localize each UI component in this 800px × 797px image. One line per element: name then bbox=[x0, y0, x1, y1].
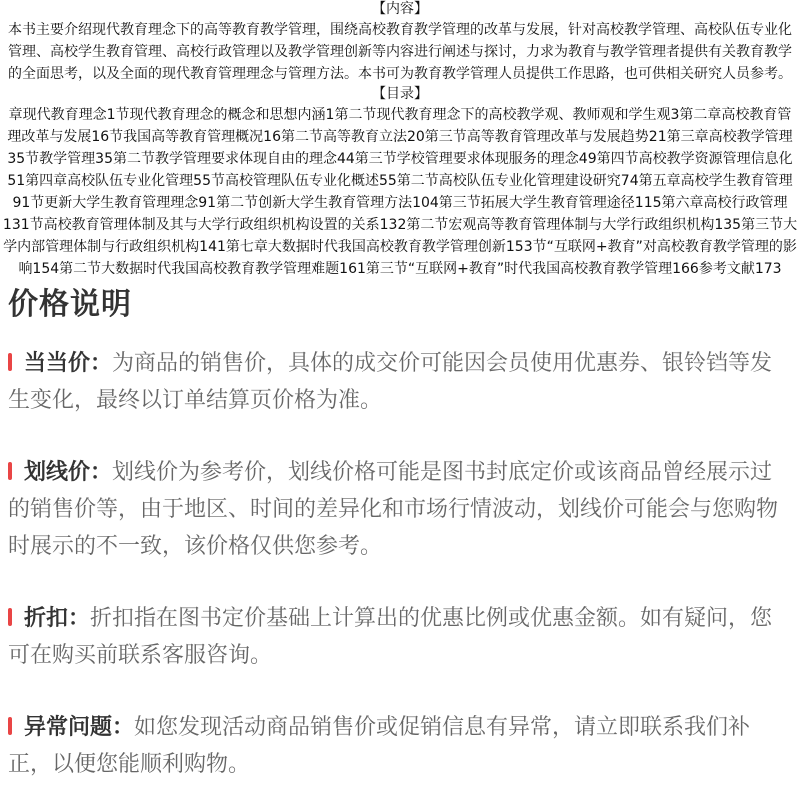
price-item-text: 如您发现活动商品销售价或促销信息有异常，请立即联系我们补正，以便您能顺利购物。 bbox=[8, 715, 751, 777]
accent-bar bbox=[8, 462, 12, 480]
price-item-text: 划线价为参考价，划线价格可能是图书封底定价或该商品曾经展示过的销售价等，由于地区、时间的差异化和市场行情波动，划线价可能会与您购物时展示的不一致，该价格仅供您参考。 bbox=[8, 460, 779, 559]
price-item-discount bbox=[8, 600, 792, 674]
accent-bar bbox=[8, 608, 12, 626]
book-detail bbox=[0, 0, 800, 280]
toc-text: 章现代教育理念1节现代教育理念的概念和思想内涵1第二节现代教育理念下的高校教学观、教师观和学生观3第二章高校教育管理改革与发展16节我国高等教育管理概况16第二节高等教育立法20第三节高等教育管理改革与发展趋势21第三章高校教学管理35节教学管理35第二节教学管理要求体现自由的理念44第三节学校管理要求体现服务的理念49第四节高校教学资源管理信息化51第四章高校队伍专业化管理55节高校管理队伍专业化概述55第二节高校队伍专业化管理建设研究74第五章高校学生教育管理91节更新大学生教育管理理念91第二节创新大学生教育管理方法104第三节拓展大学生教育管理途径115第六章高校行政管理 131节高校教育管理体制及其与大学行政组织机构设置的关系132第二节宏观高等教育管理体制与大学行政组织机构135第三节大学内部管理体制与行政组织机构141第七章大数据时代我国高校教育教学管理创新153节“互联网+教育”对高校教育教学管理的影响154第二节大数据时代我国高校教育教学管理难题161第三节“互联网+教育”时代我国高校教育教学管理166参考文献173 bbox=[2, 107, 798, 277]
price-item-label: 异常问题： bbox=[24, 715, 135, 740]
price-item-dangdang bbox=[8, 345, 792, 419]
price-item-label: 折扣： bbox=[24, 606, 91, 631]
price-item-text: 折扣指在图书定价基础上计算出的优惠比例或优惠金额。如有疑问，您可在购买前联系客服咨询。 bbox=[8, 606, 773, 668]
price-explanation bbox=[0, 285, 800, 325]
content-heading: 【内容】 bbox=[372, 1, 428, 17]
content-description: 本书主要介绍现代教育理念下的高等教育教学管理，围绕高校教育教学管理的改革与发展，针对高校教学管理、高校队伍专业化管理、高校学生教育管理、高校行政管理以及教学管理创新等内容进行阐述与探讨，力求为教育与教学管理者提供有关教育教学的全面思考，以及全面的现代教育管理理念与管理方法。本书可为教育教学管理人员提供工作思路，也可供相关研究人员参考。 bbox=[8, 22, 792, 82]
toc-heading: 【目录】 bbox=[372, 86, 428, 102]
price-item-anomaly bbox=[8, 709, 792, 783]
price-item-label: 当当价： bbox=[24, 351, 113, 376]
price-item-text: 为商品的销售价，具体的成交价可能因会员使用优惠券、银铃铛等发生变化，最终以订单结算页价格为准。 bbox=[8, 351, 773, 413]
price-item-strikethrough bbox=[8, 454, 792, 565]
price-title: 价格说明 bbox=[8, 287, 132, 322]
accent-bar bbox=[8, 353, 12, 371]
accent-bar bbox=[8, 717, 12, 735]
price-item-label: 划线价： bbox=[24, 460, 113, 485]
